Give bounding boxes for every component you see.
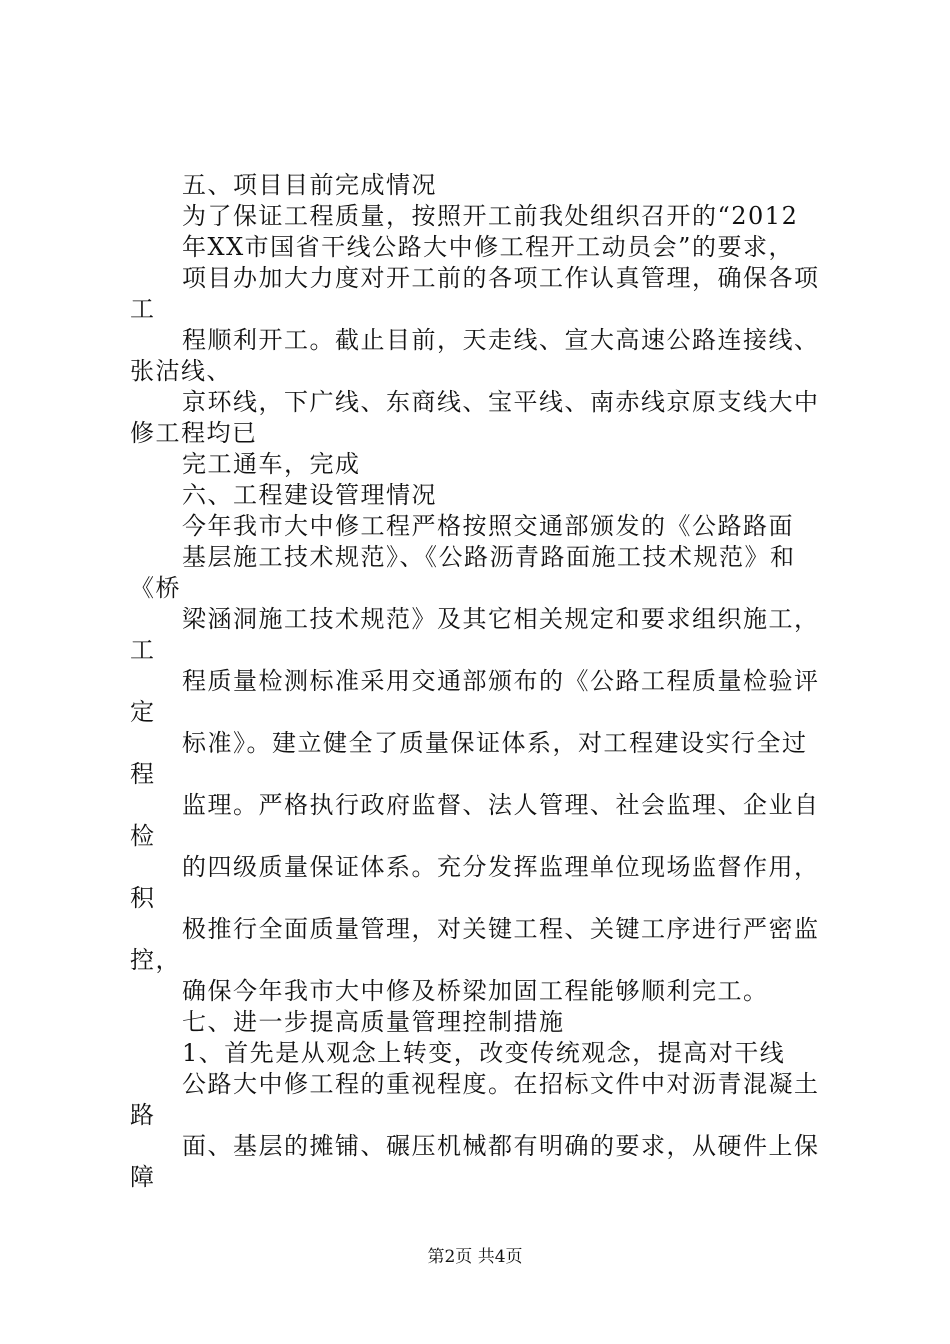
text-line: 控，: [130, 946, 181, 974]
text-line: 积: [130, 884, 156, 912]
text-line: 完工通车，完成: [182, 450, 361, 478]
text-line: 工: [130, 295, 156, 323]
text-line: 项目办加大力度对开工前的各项工作认真管理，确保各项: [182, 264, 820, 292]
text-line: 今年我市大中修工程严格按照交通部颁发的《公路路面: [182, 512, 794, 540]
text-line: 程质量检测标准采用交通部颁布的《公路工程质量检验评: [182, 667, 820, 695]
text-line: 基层施工技术规范》、《公路沥青路面施工技术规范》和: [182, 543, 796, 571]
text-line: 程顺利开工。截止目前，天走线、宣大高速公路连接线、: [182, 326, 820, 354]
text-line: 面、基层的摊铺、碾压机械都有明确的要求，从硬件上保: [182, 1132, 820, 1160]
text-line: 程: [130, 760, 156, 788]
text-line: 六、工程建设管理情况: [182, 481, 437, 509]
text-line: 七、进一步提高质量管理控制措施: [182, 1008, 565, 1036]
text-line: 1、首先是从观念上转变，改变传统观念，提高对干线: [182, 1039, 786, 1067]
text-line: 确保今年我市大中修及桥梁加固工程能够顺利完工。: [182, 977, 769, 1005]
text-line: 公路大中修工程的重视程度。在招标文件中对沥青混凝土: [182, 1070, 820, 1098]
text-line: 为了保证工程质量，按照开工前我处组织召开的“2012: [182, 202, 799, 230]
text-line: 监理。严格执行政府监督、法人管理、社会监理、企业自: [182, 791, 820, 819]
text-line: 张沽线、: [130, 357, 232, 385]
text-line: 极推行全面质量管理，对关键工程、关键工序进行严密监: [182, 915, 820, 943]
document-body: [0, 170, 950, 1193]
text-line: 定: [130, 698, 156, 726]
text-line: 障: [130, 1163, 156, 1191]
text-line: 检: [130, 822, 156, 850]
text-line: 五、项目目前完成情况: [182, 171, 437, 199]
text-line: 的四级质量保证体系。充分发挥监理单位现场监督作用，: [182, 853, 820, 881]
text-line: 标准》。建立健全了质量保证体系，对工程建设实行全过: [182, 729, 808, 757]
text-line: 梁涵洞施工技术规范》及其它相关规定和要求组织施工，: [182, 605, 820, 633]
page-footer: 第2页 共4页: [427, 1247, 523, 1267]
text-line: 年XX市国省干线公路大中修工程开工动员会”的要求，: [182, 233, 794, 261]
text-line: 《桥: [130, 574, 181, 602]
text-line: 路: [130, 1101, 156, 1129]
text-line: 修工程均已: [130, 419, 258, 447]
text-line: 工: [130, 636, 156, 664]
text-line: 京环线，下广线、东商线、宝平线、南赤线京原支线大中: [182, 388, 820, 416]
